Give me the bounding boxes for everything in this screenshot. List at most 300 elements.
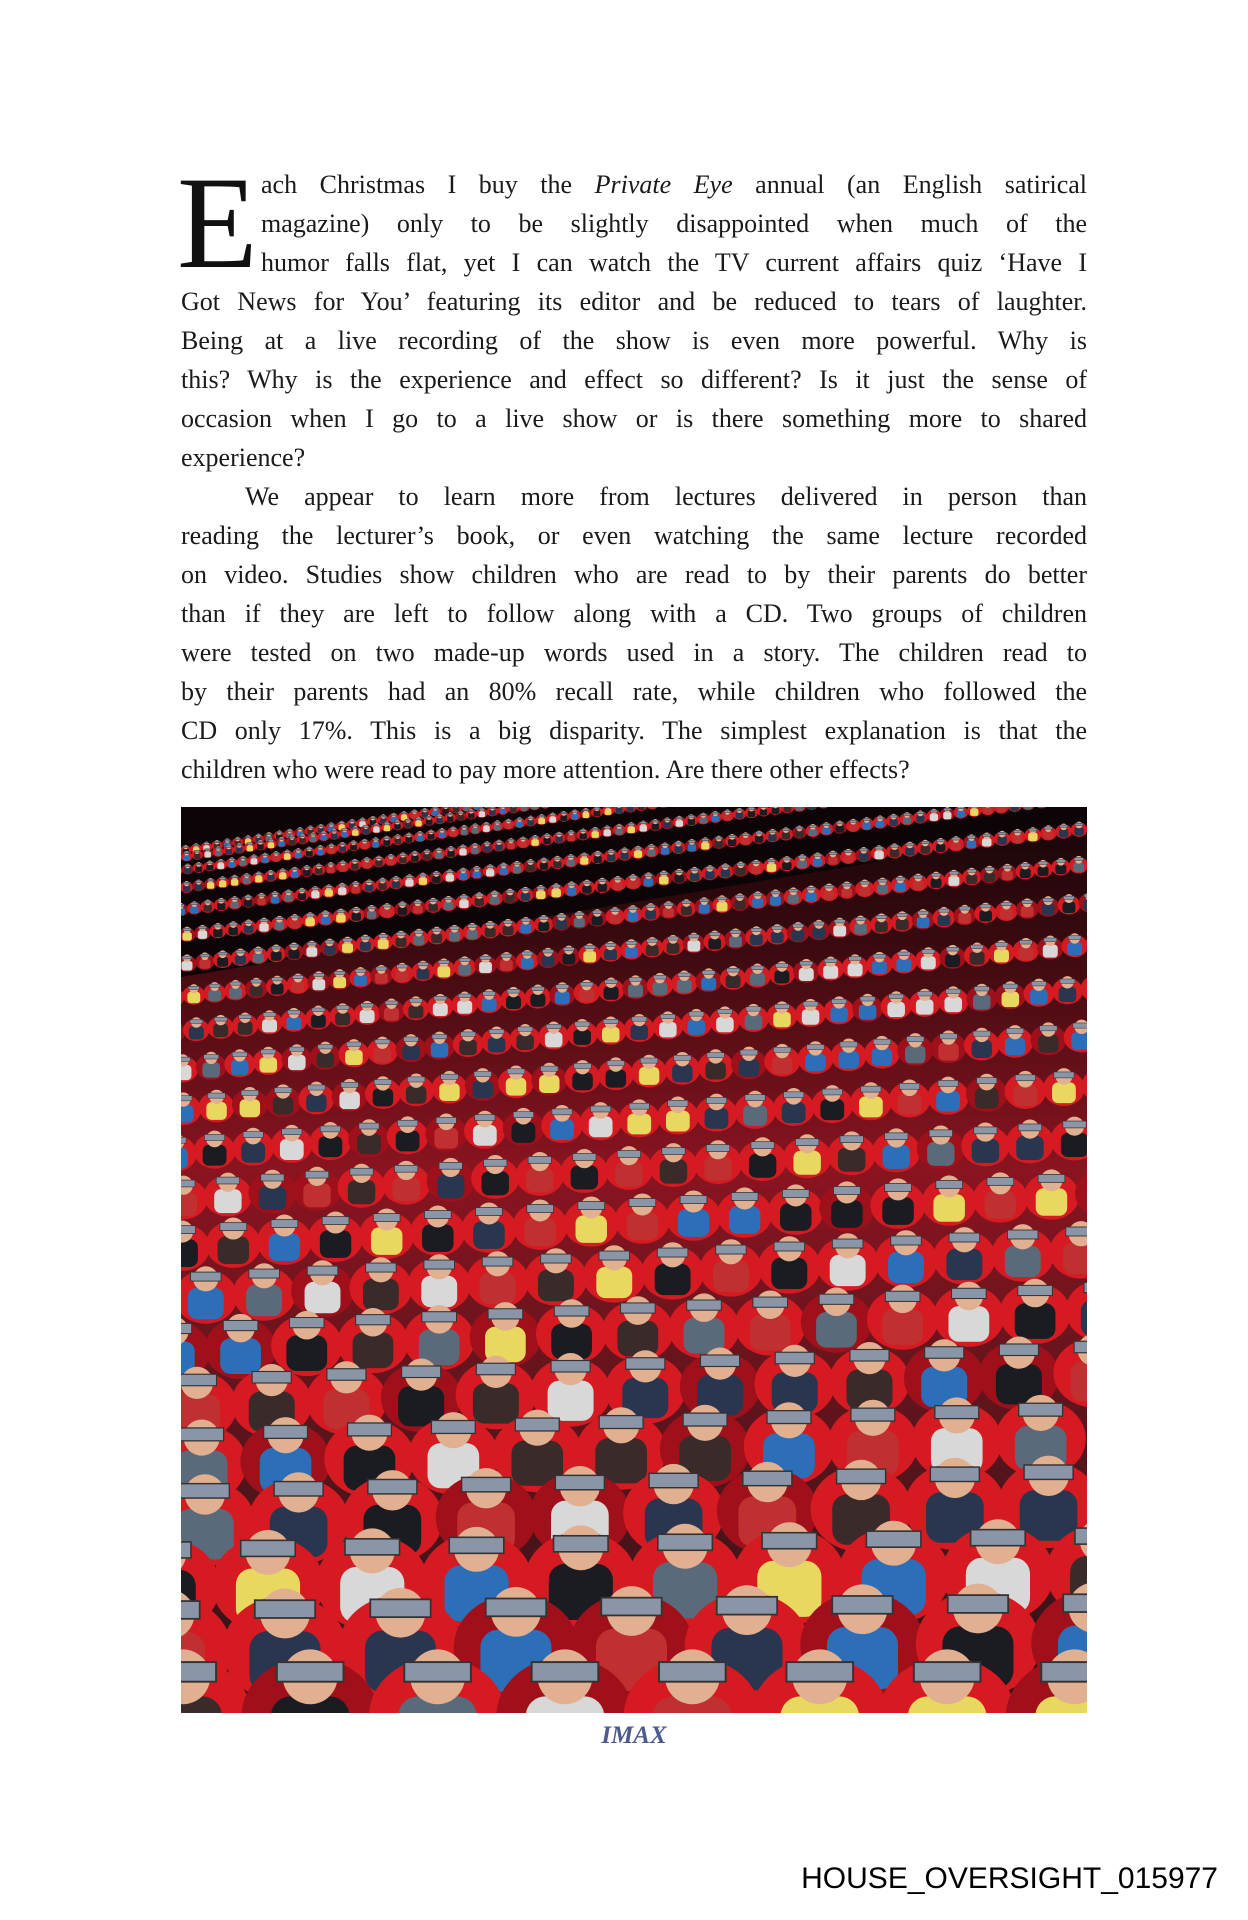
person-body <box>997 836 1006 844</box>
3d-glasses <box>712 812 718 814</box>
person-body <box>536 891 545 899</box>
person-body <box>972 1040 992 1058</box>
person-body <box>927 1142 954 1166</box>
3d-glasses <box>198 926 206 928</box>
person-body <box>822 827 830 834</box>
3d-glasses <box>450 828 456 830</box>
3d-glasses <box>308 827 313 829</box>
person-body <box>667 943 680 954</box>
3d-glasses <box>652 820 658 822</box>
person-body <box>489 810 495 816</box>
3d-glasses <box>419 874 426 876</box>
3d-glasses <box>1013 830 1021 832</box>
3d-glasses <box>350 1168 373 1175</box>
person-body <box>339 1091 359 1109</box>
3d-glasses <box>878 879 887 882</box>
3d-glasses <box>574 1063 591 1068</box>
person-body <box>428 834 435 840</box>
person-body <box>905 847 914 855</box>
person-body <box>269 1233 300 1261</box>
3d-glasses <box>268 871 274 873</box>
person-body <box>280 1139 304 1160</box>
person-body <box>433 1003 448 1016</box>
person-body <box>567 859 575 866</box>
person-body <box>984 872 995 882</box>
person-body <box>572 1072 592 1090</box>
person-body <box>365 884 373 891</box>
3d-glasses <box>412 852 418 854</box>
person-body <box>413 905 422 913</box>
3d-glasses <box>773 1047 790 1052</box>
person-body <box>582 812 589 818</box>
person-body <box>830 1255 866 1286</box>
3d-glasses <box>321 832 327 834</box>
person-body <box>182 932 191 940</box>
person-body <box>948 1306 989 1342</box>
person-body <box>615 1163 642 1187</box>
3d-glasses <box>284 851 290 853</box>
text-line: on video. Studies show children who are read to by their parents do better <box>181 560 1087 589</box>
3d-glasses <box>482 1257 513 1266</box>
3d-glasses <box>632 1017 647 1021</box>
3d-glasses <box>605 807 611 808</box>
3d-glasses <box>610 909 619 912</box>
3d-glasses <box>832 1596 892 1614</box>
3d-glasses <box>555 1475 604 1489</box>
3d-glasses <box>1075 823 1083 825</box>
person-body <box>473 871 481 878</box>
person-body <box>543 838 550 844</box>
3d-glasses <box>472 824 478 826</box>
3d-glasses <box>769 830 776 832</box>
person-body <box>394 838 401 844</box>
person-body <box>447 850 454 856</box>
person-body <box>218 1236 249 1264</box>
3d-glasses <box>475 1115 495 1121</box>
person-body <box>833 925 846 936</box>
person-body <box>406 1086 426 1104</box>
3d-glasses <box>974 1127 997 1134</box>
person-body <box>813 858 822 866</box>
person-body <box>782 832 790 839</box>
person-body <box>638 807 645 810</box>
person-body <box>583 951 596 962</box>
3d-glasses <box>626 1358 665 1369</box>
person-body <box>399 857 406 863</box>
3d-glasses <box>1018 1124 1041 1131</box>
3d-glasses <box>500 864 507 866</box>
3d-glasses <box>680 1196 707 1204</box>
3d-glasses <box>475 894 483 896</box>
3d-glasses <box>388 855 394 857</box>
person-body <box>780 1203 811 1231</box>
person-body <box>792 930 805 941</box>
3d-glasses <box>1044 938 1057 942</box>
3d-glasses <box>496 841 502 843</box>
3d-glasses <box>546 1024 561 1028</box>
person-body <box>644 878 653 886</box>
3d-glasses <box>974 987 989 991</box>
person-body <box>284 854 291 860</box>
3d-glasses <box>517 818 523 820</box>
3d-glasses <box>885 1133 908 1140</box>
person-body <box>422 1224 453 1252</box>
3d-glasses <box>774 1242 805 1251</box>
person-body <box>229 927 238 935</box>
3d-glasses <box>196 863 202 865</box>
3d-glasses <box>518 1027 533 1031</box>
3d-glasses <box>896 877 905 880</box>
3d-glasses <box>251 980 262 983</box>
person-body <box>627 807 634 812</box>
3d-glasses <box>649 1473 698 1487</box>
3d-glasses <box>255 1600 315 1618</box>
3d-glasses <box>181 1428 224 1441</box>
3d-glasses <box>539 917 548 920</box>
person-body <box>594 810 601 816</box>
3d-glasses <box>742 834 749 836</box>
3d-glasses <box>1063 1594 1087 1612</box>
3d-glasses <box>223 1320 258 1330</box>
3d-glasses <box>207 879 213 881</box>
text-line: this? Why is the experience and effect so different? Is it just the sense of <box>181 365 1087 394</box>
3d-glasses <box>594 807 600 809</box>
3d-glasses <box>1063 896 1074 899</box>
person-body <box>872 1048 892 1066</box>
crowd-illustration <box>181 807 1087 1713</box>
3d-glasses <box>331 830 337 832</box>
3d-glasses <box>422 1312 457 1322</box>
person-body <box>930 814 938 821</box>
3d-glasses <box>1022 900 1033 903</box>
person-body <box>700 817 707 823</box>
person-body <box>596 1267 632 1298</box>
3d-glasses <box>356 1315 391 1325</box>
person-body <box>405 879 413 886</box>
3d-glasses <box>370 1599 430 1617</box>
3d-glasses <box>977 1078 997 1084</box>
person-body <box>351 863 358 869</box>
3d-glasses <box>863 818 870 820</box>
3d-glasses <box>1029 829 1037 831</box>
person-body <box>383 840 390 846</box>
3d-glasses <box>987 1177 1014 1185</box>
person-body <box>627 1212 658 1240</box>
3d-glasses <box>784 1092 804 1098</box>
person-body <box>530 994 545 1007</box>
3d-glasses <box>783 858 791 860</box>
3d-glasses <box>543 950 554 953</box>
3d-glasses <box>1018 1285 1053 1295</box>
3d-glasses <box>944 808 951 810</box>
person-body <box>743 1105 767 1126</box>
3d-glasses <box>668 1100 688 1106</box>
person-body <box>970 809 978 816</box>
3d-glasses <box>200 954 209 957</box>
person-body <box>750 934 763 945</box>
person-body <box>500 960 513 971</box>
person-body <box>877 884 888 894</box>
3d-glasses <box>563 948 574 951</box>
3d-glasses <box>204 1055 219 1059</box>
person-body <box>699 904 710 914</box>
3d-glasses <box>279 838 285 840</box>
3d-glasses <box>527 1205 554 1213</box>
3d-glasses <box>629 978 642 982</box>
person-body <box>538 1270 574 1301</box>
3d-glasses <box>235 838 240 840</box>
3d-glasses <box>751 928 762 931</box>
person-body <box>431 933 442 943</box>
person-body <box>229 988 242 999</box>
person-body <box>271 951 282 961</box>
person-body <box>1042 904 1055 915</box>
3d-glasses <box>675 842 682 844</box>
person-body <box>392 881 400 888</box>
person-body <box>524 1218 555 1246</box>
person-body <box>208 990 221 1001</box>
3d-glasses <box>967 836 975 838</box>
3d-glasses <box>274 1088 291 1093</box>
person-body <box>582 885 591 893</box>
person-body <box>831 1200 862 1228</box>
person-body <box>243 878 250 884</box>
3d-glasses <box>461 826 467 828</box>
person-body <box>828 856 837 864</box>
person-body <box>188 1288 224 1319</box>
3d-glasses <box>914 1662 981 1682</box>
3d-glasses <box>807 1045 824 1050</box>
person-body <box>1055 864 1066 874</box>
3d-glasses <box>528 817 534 819</box>
person-body <box>361 843 368 849</box>
3d-glasses <box>521 919 530 922</box>
3d-glasses <box>736 809 742 811</box>
3d-glasses <box>682 901 691 904</box>
person-body <box>797 860 806 868</box>
person-body <box>405 822 411 828</box>
person-body <box>181 1065 191 1080</box>
3d-glasses <box>917 812 924 814</box>
3d-glasses <box>580 982 593 986</box>
3d-glasses <box>573 1154 596 1161</box>
3d-glasses <box>426 816 432 818</box>
3d-glasses <box>646 905 655 908</box>
person-body <box>184 868 191 874</box>
person-body <box>279 873 286 879</box>
3d-glasses <box>191 1272 222 1281</box>
person-body <box>271 983 284 994</box>
3d-glasses <box>241 1540 296 1556</box>
person-body <box>704 1157 731 1181</box>
person-body <box>809 829 817 836</box>
person-body <box>728 839 736 846</box>
3d-glasses <box>273 852 279 854</box>
person-body <box>206 865 213 871</box>
3d-glasses <box>702 839 709 841</box>
person-body <box>806 892 817 902</box>
person-body <box>299 838 305 844</box>
3d-glasses <box>1054 1072 1074 1078</box>
3d-glasses <box>675 870 683 872</box>
3d-glasses <box>395 835 401 837</box>
3d-glasses <box>789 889 798 892</box>
3d-glasses <box>654 975 667 979</box>
person-body <box>461 829 468 835</box>
person-body <box>382 909 391 917</box>
person-body <box>298 893 306 900</box>
person-body <box>189 1026 204 1039</box>
3d-glasses <box>363 826 369 828</box>
3d-glasses <box>277 831 282 833</box>
person-body <box>802 1009 820 1024</box>
person-body <box>246 1285 282 1316</box>
3d-glasses <box>336 1006 349 1010</box>
3d-glasses <box>751 1142 774 1149</box>
3d-glasses <box>1021 864 1030 867</box>
person-body <box>1063 902 1076 913</box>
person-body <box>749 1154 776 1178</box>
3d-glasses <box>727 968 740 972</box>
person-body <box>574 918 585 928</box>
person-body <box>951 842 960 850</box>
person-body <box>799 968 814 981</box>
3d-glasses <box>687 1300 722 1310</box>
3d-glasses <box>743 1471 792 1485</box>
person-body <box>616 828 623 834</box>
person-body <box>598 883 607 891</box>
3d-glasses <box>193 844 198 846</box>
3d-glasses <box>601 1598 661 1616</box>
3d-glasses <box>540 859 547 861</box>
3d-glasses <box>999 1344 1038 1355</box>
3d-glasses <box>614 878 622 880</box>
person-body <box>267 874 274 880</box>
3d-glasses <box>786 1662 853 1682</box>
person-body <box>985 1191 1016 1219</box>
3d-glasses <box>660 872 668 874</box>
person-body <box>531 839 538 845</box>
3d-glasses <box>621 849 628 851</box>
3d-glasses <box>368 906 376 908</box>
3d-glasses <box>957 807 964 809</box>
person-body <box>771 1258 807 1289</box>
3d-glasses <box>700 814 706 816</box>
person-body <box>305 918 314 926</box>
3d-glasses <box>709 933 720 936</box>
text-line: than if they are left to follow along with a CD. Two groups of children <box>181 599 1087 628</box>
3d-glasses <box>312 887 319 889</box>
person-body <box>1020 1490 1078 1540</box>
person-body <box>468 813 474 819</box>
person-body <box>604 949 617 960</box>
person-body <box>872 961 887 974</box>
person-body <box>187 992 200 1003</box>
person-body <box>688 819 695 825</box>
person-body <box>613 882 622 890</box>
3d-glasses <box>840 1136 863 1143</box>
text-line: by their parents had an 80% recall rate, while children who followed the <box>181 677 1087 706</box>
person-body <box>413 935 424 945</box>
person-body <box>556 920 567 930</box>
3d-glasses <box>229 859 235 861</box>
3d-glasses <box>450 927 459 930</box>
3d-glasses <box>617 1151 640 1158</box>
3d-glasses <box>629 876 637 878</box>
person-body <box>729 1206 760 1234</box>
3d-glasses <box>551 1360 590 1371</box>
3d-glasses <box>628 907 637 910</box>
person-body <box>436 818 442 824</box>
3d-glasses <box>971 1530 1026 1546</box>
person-body <box>898 1094 922 1115</box>
person-body <box>854 923 867 934</box>
3d-glasses <box>307 942 316 945</box>
3d-glasses <box>395 821 401 823</box>
3d-glasses <box>877 817 884 819</box>
person-body <box>426 819 432 825</box>
3d-glasses <box>626 941 637 944</box>
person-body <box>628 984 643 997</box>
3d-glasses <box>289 1047 304 1051</box>
person-body <box>521 958 534 969</box>
3d-glasses <box>289 837 295 839</box>
person-body <box>896 959 911 972</box>
3d-glasses <box>218 899 225 901</box>
person-body <box>705 1108 729 1129</box>
person-body <box>816 1312 857 1348</box>
3d-glasses <box>462 1477 511 1491</box>
3d-glasses <box>930 810 937 812</box>
3d-glasses <box>414 931 423 934</box>
person-body <box>219 881 226 887</box>
person-body <box>238 1022 253 1035</box>
person-body <box>335 1012 350 1025</box>
person-body <box>306 1094 326 1112</box>
3d-glasses <box>271 892 278 894</box>
3d-glasses <box>782 829 789 831</box>
3d-glasses <box>275 917 283 919</box>
person-body <box>473 1221 504 1249</box>
person-body <box>1005 1246 1041 1277</box>
3d-glasses <box>461 1032 476 1036</box>
3d-glasses <box>339 884 346 886</box>
3d-glasses <box>922 950 935 954</box>
person-body <box>916 999 934 1014</box>
person-body <box>1071 1361 1087 1401</box>
3d-glasses <box>251 855 257 857</box>
3d-glasses <box>1060 825 1068 827</box>
person-body <box>660 1160 687 1184</box>
3d-glasses <box>737 863 745 865</box>
3d-glasses <box>362 840 368 842</box>
person-body <box>888 1252 924 1283</box>
3d-glasses <box>487 866 494 868</box>
3d-glasses <box>688 815 694 817</box>
person-body <box>467 929 478 939</box>
person-body <box>859 1004 877 1019</box>
magazine-title: Private Eye <box>594 170 733 199</box>
person-body <box>217 903 225 910</box>
3d-glasses <box>214 925 222 927</box>
person-body <box>1028 833 1037 841</box>
3d-glasses <box>661 844 668 846</box>
3d-glasses <box>417 832 423 834</box>
person-body <box>882 1309 923 1345</box>
3d-glasses <box>935 1406 979 1419</box>
person-body <box>350 844 357 850</box>
person-body <box>183 885 190 891</box>
